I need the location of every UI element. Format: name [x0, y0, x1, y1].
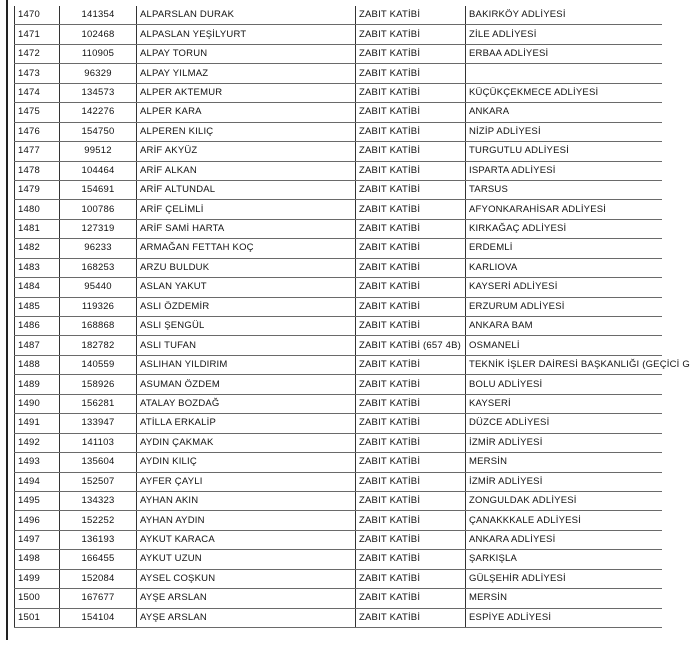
full-name-cell: ASLAN YAKUT — [137, 278, 356, 297]
full-name-cell: ARİF SAMİ HARTA — [137, 219, 356, 238]
job-title-cell: ZABIT KATİBİ — [356, 239, 466, 258]
assigned-office-cell: TEKNİK İŞLER DAİRESİ BAŞKANLIĞI (GEÇİCİ G — [466, 355, 663, 374]
assigned-office-cell: AFYONKARAHİSAR ADLİYESİ — [466, 200, 663, 219]
assigned-office-cell: BOLU ADLİYESİ — [466, 375, 663, 394]
row-number-cell: 1481 — [15, 219, 60, 238]
assigned-office-cell: OSMANELİ — [466, 336, 663, 355]
assigned-office-cell: KIRKAĞAÇ ADLİYESİ — [466, 219, 663, 238]
registry-number-cell: 140559 — [60, 355, 137, 374]
assigned-office-cell: ANKARA — [466, 103, 663, 122]
full-name-cell: ARİF ÇELİMLİ — [137, 200, 356, 219]
assigned-office-cell — [466, 64, 663, 83]
full-name-cell: AYŞE ARSLAN — [137, 608, 356, 627]
assigned-office-cell: ERDEMLİ — [466, 239, 663, 258]
assigned-office-cell: KAYSERİ ADLİYESİ — [466, 278, 663, 297]
table-row — [15, 180, 663, 199]
table-row — [15, 453, 663, 472]
registry-number-cell: 134573 — [60, 83, 137, 102]
full-name-cell: ASLIHAN YILDIRIM — [137, 355, 356, 374]
full-name-cell: AYSEL COŞKUN — [137, 569, 356, 588]
row-number-cell: 1496 — [15, 511, 60, 530]
registry-number-cell: 96329 — [60, 64, 137, 83]
assigned-office-cell: ŞARKIŞLA — [466, 550, 663, 569]
assigned-office-cell: TURGUTLU ADLİYESİ — [466, 142, 663, 161]
row-number-cell: 1470 — [15, 6, 60, 25]
row-number-cell: 1497 — [15, 530, 60, 549]
assigned-office-cell: KAYSERİ — [466, 394, 663, 413]
registry-number-cell: 154104 — [60, 608, 137, 627]
registry-number-cell: 154750 — [60, 122, 137, 141]
full-name-cell: ALPARSLAN DURAK — [137, 6, 356, 25]
table-body — [15, 6, 690, 628]
row-number-cell: 1485 — [15, 297, 60, 316]
registry-number-cell: 152507 — [60, 472, 137, 491]
table-row — [15, 491, 663, 510]
assigned-office-cell: KARLIOVA — [466, 258, 663, 277]
job-title-cell: ZABIT KATİBİ — [356, 25, 466, 44]
row-number-cell: 1473 — [15, 64, 60, 83]
table-row — [15, 161, 663, 180]
table-row — [15, 6, 663, 25]
full-name-cell: ATİLLA ERKALİP — [137, 414, 356, 433]
row-number-cell: 1501 — [15, 608, 60, 627]
table-row — [15, 64, 663, 83]
row-number-cell: 1487 — [15, 336, 60, 355]
table-row — [15, 433, 663, 452]
registry-number-cell: 156281 — [60, 394, 137, 413]
assigned-office-cell: İZMİR ADLİYESİ — [466, 472, 663, 491]
registry-number-cell: 142276 — [60, 103, 137, 122]
table-row — [15, 297, 663, 316]
full-name-cell: AYDIN KILIÇ — [137, 453, 356, 472]
job-title-cell: ZABIT KATİBİ — [356, 569, 466, 588]
full-name-cell: ARİF ALTUNDAL — [137, 180, 356, 199]
registry-number-cell: 127319 — [60, 219, 137, 238]
row-number-cell: 1477 — [15, 142, 60, 161]
table-row — [15, 569, 663, 588]
full-name-cell: ARZU BULDUK — [137, 258, 356, 277]
row-number-cell: 1482 — [15, 239, 60, 258]
job-title-cell: ZABIT KATİBİ — [356, 530, 466, 549]
registry-number-cell: 119326 — [60, 297, 137, 316]
row-number-cell: 1483 — [15, 258, 60, 277]
job-title-cell: ZABIT KATİBİ — [356, 394, 466, 413]
row-number-cell: 1490 — [15, 394, 60, 413]
full-name-cell: ASUMAN ÖZDEM — [137, 375, 356, 394]
job-title-cell: ZABIT KATİBİ — [356, 122, 466, 141]
table-row — [15, 550, 663, 569]
job-title-cell: ZABIT KATİBİ — [356, 453, 466, 472]
job-title-cell: ZABIT KATİBİ — [356, 589, 466, 608]
full-name-cell: AYHAN AKIN — [137, 491, 356, 510]
job-title-cell: ZABIT KATİBİ — [356, 375, 466, 394]
table-row — [15, 608, 663, 627]
assigned-office-cell: DÜZCE ADLİYESİ — [466, 414, 663, 433]
row-number-cell: 1495 — [15, 491, 60, 510]
registry-number-cell: 141103 — [60, 433, 137, 452]
table-row — [15, 44, 663, 63]
registry-number-cell: 168868 — [60, 317, 137, 336]
registry-number-cell: 167677 — [60, 589, 137, 608]
job-title-cell: ZABIT KATİBİ — [356, 200, 466, 219]
registry-number-cell: 99512 — [60, 142, 137, 161]
table-row — [15, 142, 663, 161]
row-number-cell: 1493 — [15, 453, 60, 472]
full-name-cell: ASLI ÖZDEMİR — [137, 297, 356, 316]
full-name-cell: ALPEREN KILIÇ — [137, 122, 356, 141]
full-name-cell: ARMAĞAN FETTAH KOÇ — [137, 239, 356, 258]
row-number-cell: 1480 — [15, 200, 60, 219]
job-title-cell: ZABIT KATİBİ — [356, 414, 466, 433]
row-number-cell: 1478 — [15, 161, 60, 180]
registry-number-cell: 102468 — [60, 25, 137, 44]
table-row — [15, 336, 663, 355]
full-name-cell: AYKUT UZUN — [137, 550, 356, 569]
personnel-table — [14, 6, 690, 628]
full-name-cell: ALPASLAN YEŞİLYURT — [137, 25, 356, 44]
full-name-cell: ATALAY BOZDAĞ — [137, 394, 356, 413]
table-row — [15, 317, 663, 336]
assigned-office-cell: ESPİYE ADLİYESİ — [466, 608, 663, 627]
assigned-office-cell: ÇANAKKKALE ADLİYESİ — [466, 511, 663, 530]
job-title-cell: ZABIT KATİBİ — [356, 491, 466, 510]
table-row — [15, 394, 663, 413]
row-number-cell: 1492 — [15, 433, 60, 452]
job-title-cell: ZABIT KATİBİ — [356, 180, 466, 199]
assigned-office-cell: TARSUS — [466, 180, 663, 199]
full-name-cell: ALPAY YILMAZ — [137, 64, 356, 83]
assigned-office-cell: GÜLŞEHİR ADLİYESİ — [466, 569, 663, 588]
table-row — [15, 122, 663, 141]
assigned-office-cell: ZONGULDAK ADLİYESİ — [466, 491, 663, 510]
job-title-cell: ZABIT KATİBİ — [356, 64, 466, 83]
table-row — [15, 25, 663, 44]
table-row — [15, 83, 663, 102]
job-title-cell: ZABIT KATİBİ — [356, 142, 466, 161]
page-edge-line — [6, 0, 8, 640]
row-number-cell: 1476 — [15, 122, 60, 141]
full-name-cell: ARİF AKYÜZ — [137, 142, 356, 161]
job-title-cell: ZABIT KATİBİ — [356, 472, 466, 491]
registry-number-cell: 133947 — [60, 414, 137, 433]
registry-number-cell: 154691 — [60, 180, 137, 199]
full-name-cell: AYDIN ÇAKMAK — [137, 433, 356, 452]
row-number-cell: 1479 — [15, 180, 60, 199]
job-title-cell: ZABIT KATİBİ — [356, 278, 466, 297]
table-row — [15, 355, 663, 374]
assigned-office-cell: KÜÇÜKÇEKMECE ADLİYESİ — [466, 83, 663, 102]
assigned-office-cell: ISPARTA ADLİYESİ — [466, 161, 663, 180]
assigned-office-cell: ZİLE ADLİYESİ — [466, 25, 663, 44]
table-row — [15, 472, 663, 491]
table-row — [15, 278, 663, 297]
job-title-cell: ZABIT KATİBİ — [356, 103, 466, 122]
full-name-cell: AYŞE ARSLAN — [137, 589, 356, 608]
full-name-cell: ALPER KARA — [137, 103, 356, 122]
job-title-cell: ZABIT KATİBİ — [356, 258, 466, 277]
assigned-office-cell: İZMİR ADLİYESİ — [466, 433, 663, 452]
row-number-cell: 1484 — [15, 278, 60, 297]
job-title-cell: ZABIT KATİBİ — [356, 355, 466, 374]
full-name-cell: ASLI TUFAN — [137, 336, 356, 355]
registry-number-cell: 168253 — [60, 258, 137, 277]
assigned-office-cell: ANKARA ADLİYESİ — [466, 530, 663, 549]
registry-number-cell: 152084 — [60, 569, 137, 588]
table-row — [15, 200, 663, 219]
registry-number-cell: 136193 — [60, 530, 137, 549]
assigned-office-cell: MERSİN — [466, 589, 663, 608]
assigned-office-cell: ANKARA BAM — [466, 317, 663, 336]
row-number-cell: 1488 — [15, 355, 60, 374]
job-title-cell: ZABIT KATİBİ — [356, 44, 466, 63]
job-title-cell: ZABIT KATİBİ (657 4B) — [356, 336, 466, 355]
registry-number-cell: 152252 — [60, 511, 137, 530]
registry-number-cell: 95440 — [60, 278, 137, 297]
row-number-cell: 1499 — [15, 569, 60, 588]
table-row — [15, 103, 663, 122]
row-number-cell: 1486 — [15, 317, 60, 336]
assigned-office-cell: NİZİP ADLİYESİ — [466, 122, 663, 141]
job-title-cell: ZABIT KATİBİ — [356, 83, 466, 102]
registry-number-cell: 104464 — [60, 161, 137, 180]
registry-number-cell: 182782 — [60, 336, 137, 355]
full-name-cell: ALPER AKTEMUR — [137, 83, 356, 102]
table-row — [15, 511, 663, 530]
assigned-office-cell: ERZURUM ADLİYESİ — [466, 297, 663, 316]
row-number-cell: 1491 — [15, 414, 60, 433]
full-name-cell: AYHAN AYDIN — [137, 511, 356, 530]
full-name-cell: AYKUT KARACA — [137, 530, 356, 549]
job-title-cell: ZABIT KATİBİ — [356, 550, 466, 569]
row-number-cell: 1498 — [15, 550, 60, 569]
full-name-cell: ASLI ŞENGÜL — [137, 317, 356, 336]
table-row — [15, 258, 663, 277]
registry-number-cell: 141354 — [60, 6, 137, 25]
table-row — [15, 239, 663, 258]
job-title-cell: ZABIT KATİBİ — [356, 219, 466, 238]
job-title-cell: ZABIT KATİBİ — [356, 317, 466, 336]
row-number-cell: 1494 — [15, 472, 60, 491]
row-number-cell: 1489 — [15, 375, 60, 394]
job-title-cell: ZABIT KATİBİ — [356, 297, 466, 316]
registry-number-cell: 166455 — [60, 550, 137, 569]
assigned-office-cell: BAKIRKÖY ADLİYESİ — [466, 6, 663, 25]
table-row — [15, 589, 663, 608]
full-name-cell: ALPAY TORUN — [137, 44, 356, 63]
row-number-cell: 1471 — [15, 25, 60, 44]
job-title-cell: ZABIT KATİBİ — [356, 511, 466, 530]
registry-number-cell: 96233 — [60, 239, 137, 258]
registry-number-cell: 110905 — [60, 44, 137, 63]
registry-number-cell: 158926 — [60, 375, 137, 394]
table-row — [15, 414, 663, 433]
registry-number-cell: 100786 — [60, 200, 137, 219]
row-number-cell: 1500 — [15, 589, 60, 608]
full-name-cell: AYFER ÇAYLI — [137, 472, 356, 491]
assigned-office-cell: ERBAA ADLİYESİ — [466, 44, 663, 63]
job-title-cell: ZABIT KATİBİ — [356, 6, 466, 25]
job-title-cell: ZABIT KATİBİ — [356, 608, 466, 627]
row-number-cell: 1474 — [15, 83, 60, 102]
registry-number-cell: 135604 — [60, 453, 137, 472]
assigned-office-cell: MERSİN — [466, 453, 663, 472]
registry-number-cell: 134323 — [60, 491, 137, 510]
job-title-cell: ZABIT KATİBİ — [356, 433, 466, 452]
full-name-cell: ARİF ALKAN — [137, 161, 356, 180]
job-title-cell: ZABIT KATİBİ — [356, 161, 466, 180]
table-row — [15, 219, 663, 238]
table-row — [15, 530, 663, 549]
table-row — [15, 375, 663, 394]
row-number-cell: 1472 — [15, 44, 60, 63]
row-number-cell: 1475 — [15, 103, 60, 122]
